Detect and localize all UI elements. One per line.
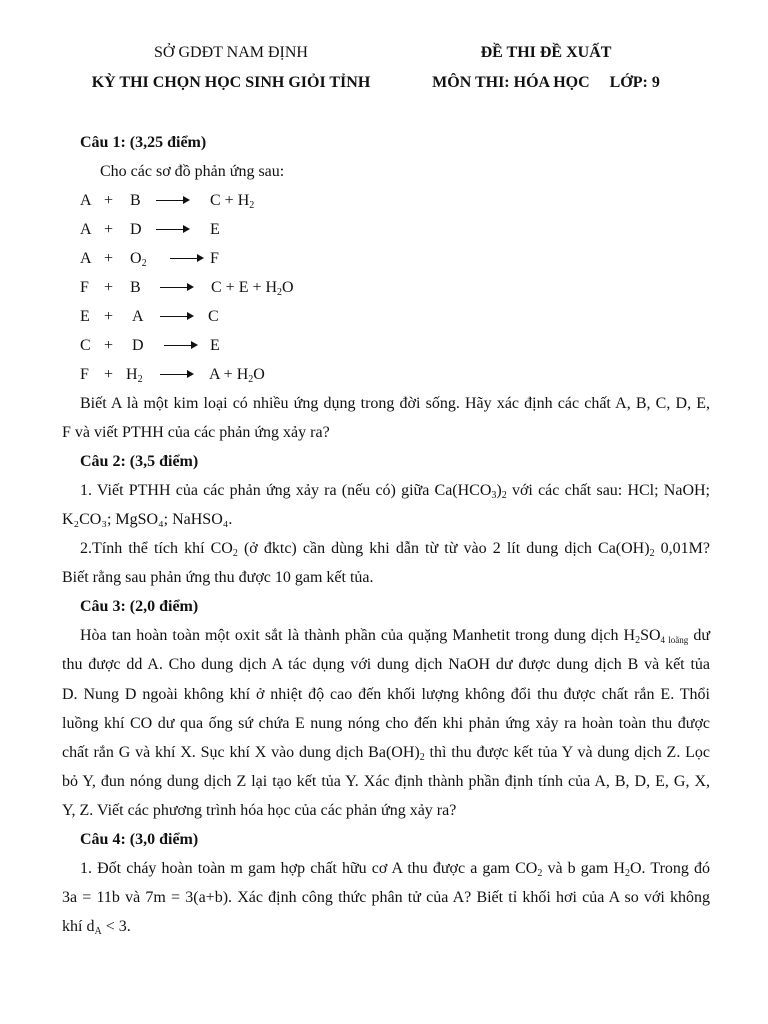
reactant-a: F (80, 279, 89, 296)
q4-line-1: 1. Đốt cháy hoàn toàn m gam hợp chất hữu cơ A thu được a gam $CO_2$ và b gam $H_2O$. Trong đó (80, 860, 711, 879)
product: F (210, 250, 219, 267)
q3-line-1: Hòa tan hoàn toàn một oxit sắt là thành phần của quặng Manhetit trong dung dịch $H_2SO_{4 loãng}$ dư (80, 627, 711, 646)
q3-line-6: bỏ Y, đun nóng dung dịch Z lại tạo kết tủa Y. Xác định thành phần định tính của A, B, D, E, G, X, (62, 773, 710, 790)
q3-line-5: chất rắn G và khí X. Sục khí X vào dung dịch $Ba(OH)_2$ thì thu được kết tủa Y và dung dịch Z. Lọc (62, 744, 711, 763)
reactant-a: C (80, 337, 91, 354)
reactant-b: O (130, 250, 142, 267)
reactant-a: F (80, 366, 89, 383)
plus-sign: + (104, 250, 114, 267)
arrow-icon (160, 374, 192, 375)
arrow-icon (160, 287, 192, 288)
department-name: SỞ GDĐT NAM ĐỊNH (154, 44, 308, 61)
reactant-a: A (80, 192, 92, 209)
q4-line-2: 3a = 11b và 7m = 3(a+b). Xác định công thức phân tử của A? Biết tỉ khối hơi của A so với không (62, 889, 710, 906)
product: C + E + H (211, 279, 278, 296)
exam-page: SỞ GDĐT NAM ĐỊNH KỲ THI CHỌN HỌC SINH GIỎI TỈNH ĐỀ THI ĐỀ XUẤT MÔN THI: HÓA HỌC LỚP: 9 Câu 1: (3,25 điểm) Cho các sơ đồ phản ứng sau: A + B $C + H_2$ A + D E A + $O_2$ F F + B $C + E + H_2O$ E + A C C + D E F + $H_2$ $A + H_2O$ Biết A là một kim loại có nhiều ứng dụng trong đời sống. Hãy xác định các chất A, B, C, D, E, F và viết PTHH của các phản ứng xảy ra? Câu 2: (3,5 điểm) 1. Viết PTHH của các phản ứng xảy ra (nếu có) giữa $Ca(HCO_3)_2$ với các chất sau: HCl; NaOH; K₂CO₃; MgSO₄; NaHSO₄. 2.Tính thể tích khí $CO_2$ (ở đktc) cần dùng khi dẫn từ từ vào 2 lít dung dịch $Ca(OH)_2$ 0,01M? Biết rằng sau phản ứng thu được 10 gam kết tủa. Câu 3: (2,0 điểm) Hòa tan hoàn toàn một oxit sắt là thành phần của quặng Manhetit trong dung dịch $H_2SO_{4 loãng}$ dư thu được dd A. Cho dung dịch A tác dụng với dung dịch NaOH dư được dung dịch B và kết tủa D. Nung D ngoài không khí ở nhiệt độ cao đến khối lượng không đổi thu được chất rắn E. Thổi luồng khí CO dư qua ống sứ chứa E nung nóng cho đến khi phản ứng xảy ra hoàn toàn thu được chất rắn G và khí X. Sục khí X vào dung dịch $Ba(OH)_2$ thì thu được kết tủa Y và dung dịch Z. Lọc bỏ Y, đun nóng dung dịch Z lại tạo kết tủa Y. Xác định thành phần định tính của A, B, D, E, G, X, Y, Z. Viết các phương trình hóa học của các phản ứng xảy ra? Câu 4: (3,0 điểm) 1. Đốt cháy hoàn toàn m gam hợp chất hữu cơ A thu được a gam $CO_2$ và b gam $H_2O$. Trong đó 3a = 11b và 7m = 3(a+b). Xác định công thức phân tử của A? Biết tỉ khối hơi của A so với không khí $d_A < 3$. (0, 0, 768, 1024)
reactant-a: A (80, 250, 92, 267)
plus-sign: + (104, 221, 114, 238)
q1-body-line-2: F và viết PTHH của các phản ứng xảy ra? (62, 424, 330, 441)
q1-title: Câu 1: (3,25 điểm) (80, 134, 207, 151)
reactant-a: E (80, 308, 90, 325)
plus-sign: + (104, 366, 114, 383)
arrow-icon (160, 316, 192, 317)
reactant-b: B (130, 279, 141, 296)
product: C (208, 308, 219, 325)
q1-body-line-1: Biết A là một kim loại có nhiều ứng dụng trong đời sống. Hãy xác định các chất A, B, C, D, E, (80, 395, 710, 412)
reactant-b: D (130, 221, 142, 238)
q2-line-2: K₂CO₃; MgSO₄; NaHSO₄. (62, 511, 233, 528)
exam-type: ĐỀ THI ĐỀ XUẤT (480, 44, 612, 61)
exam-name: KỲ THI CHỌN HỌC SINH GIỎI TỈNH (91, 74, 371, 91)
arrow-icon (170, 258, 202, 259)
reactant-a: A (80, 221, 92, 238)
arrow-icon (156, 200, 188, 201)
product: E (210, 337, 220, 354)
q4-line-3: khí $d_A < 3$. (62, 918, 131, 937)
plus-sign: + (104, 337, 114, 354)
product: C + H (210, 192, 250, 209)
q3-line-2: thu được dd A. Cho dung dịch A tác dụng với dung dịch NaOH dư được dung dịch B và kết tủa (62, 656, 710, 673)
q2-title: Câu 2: (3,5 điểm) (80, 453, 199, 470)
arrow-icon (156, 229, 188, 230)
q1-intro: Cho các sơ đồ phản ứng sau: (100, 163, 285, 180)
reactant-b: B (130, 192, 141, 209)
product: A + H (209, 366, 249, 383)
q3-line-7: Y, Z. Viết các phương trình hóa học của các phản ứng xảy ra? (62, 802, 457, 819)
plus-sign: + (104, 192, 114, 209)
q2-line-3: 2.Tính thể tích khí $CO_2$ (ở đktc) cần dùng khi dẫn từ từ vào 2 lít dung dịch $Ca(OH)_2$ 0,01M? (80, 540, 711, 559)
q2-line-4: Biết rằng sau phản ứng thu được 10 gam kết tủa. (62, 569, 374, 586)
q3-line-4: luồng khí CO dư qua ống sứ chứa E nung nóng cho đến khi phản ứng xảy ra hoàn toàn thu được (62, 715, 710, 732)
reactant-b: D (132, 337, 144, 354)
reactant-b: H (126, 366, 138, 383)
q3-line-3: D. Nung D ngoài không khí ở nhiệt độ cao đến khối lượng không đổi thu được chất rắn E. Thổi (62, 686, 710, 703)
arrow-icon (164, 345, 196, 346)
plus-sign: + (104, 308, 114, 325)
q2-line-1: 1. Viết PTHH của các phản ứng xảy ra (nếu có) giữa $Ca(HCO_3)_2$ với các chất sau: HCl; NaOH; (80, 482, 710, 501)
q3-title: Câu 3: (2,0 điểm) (80, 598, 199, 615)
product: E (210, 221, 220, 238)
q4-title: Câu 4: (3,0 điểm) (80, 831, 199, 848)
reactant-b: A (132, 308, 144, 325)
subject-grade: MÔN THI: HÓA HỌC LỚP: 9 (432, 74, 660, 91)
plus-sign: + (104, 279, 114, 296)
